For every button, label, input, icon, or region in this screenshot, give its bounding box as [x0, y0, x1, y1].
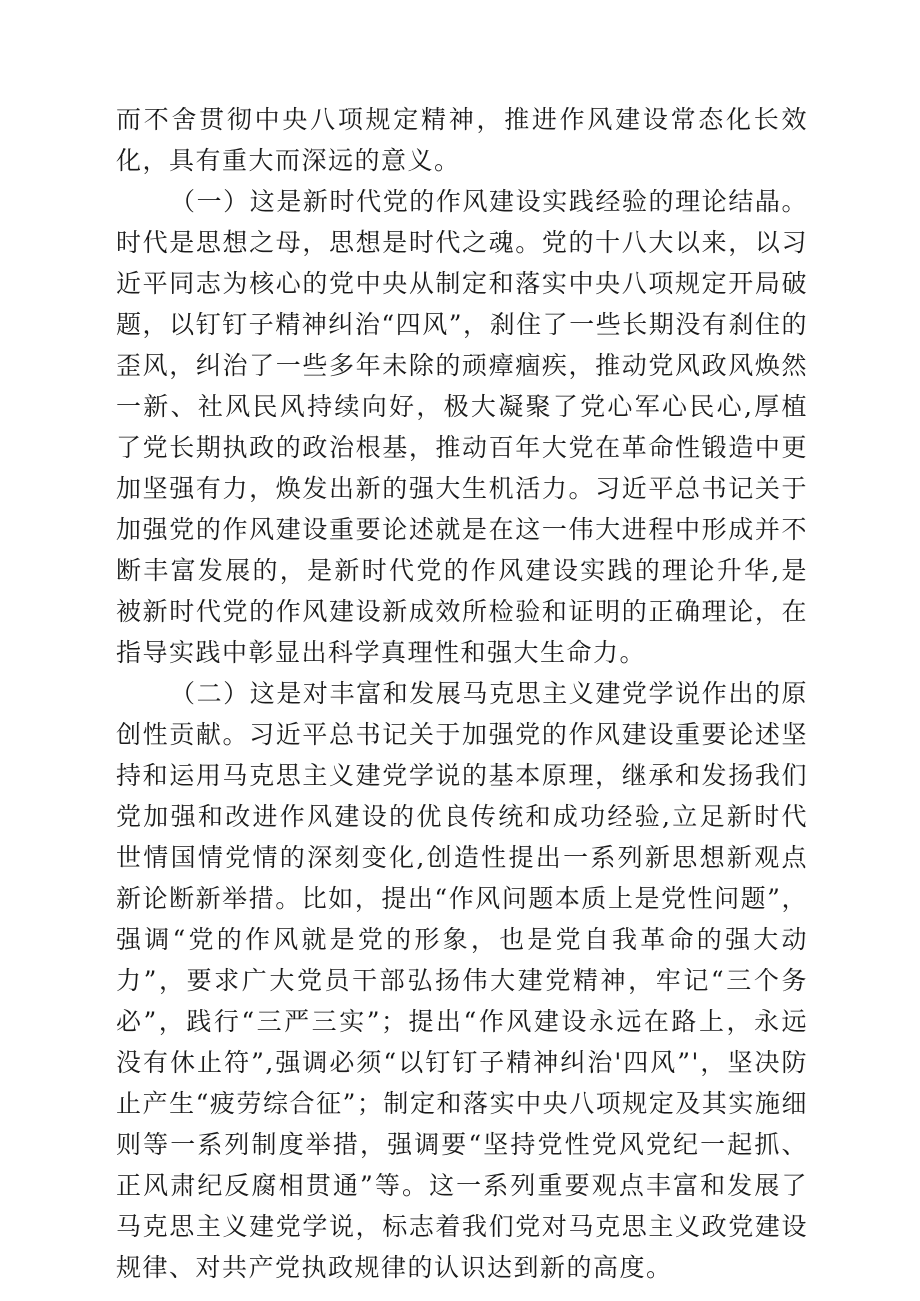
paragraph-section-one: （一）这是新时代党的作风建设实践经验的理论结晶。时代是思想之母，思想是时代之魂。党的十八大以来，以习近平同志为核心的党中央从制定和落实中央八项规定开局破题，以钉钉子精神纠治“四风”，刹住了一些长期没有刹住的歪风，纠治了一些多年未除的顽瘴痼疾，推动党风政风焕然一新、社风民风持续向好，极大凝聚了党心军心民心,厚植了党长期执政的政治根基，推动百年大党在革命性锻造中更加坚强有力，焕发出新的强大生机活力。习近平总书记关于加强党的作风建设重要论述就是在这一伟大进程中形成并不断丰富发展的，是新时代党的作风建设实践的理论升华,是被新时代党的作风建设新成效所检验和证明的正确理论，在指导实践中彰显出科学真理性和强大生命力。: [116, 187, 808, 667]
paragraph-section-two: （二）这是对丰富和发展马克思主义建党学说作出的原创性贡献。习近平总书记关于加强党的作风建设重要论述坚持和运用马克思主义建党学说的基本原理，继承和发扬我们党加强和改进作风建设的优良传统和成功经验,立足新时代世情国情党情的深刻变化,创造性提出一系列新思想新观点新论断新举措。比如，提出“作风问题本质上是党性问题”，强调“党的作风就是党的形象，也是党自我革命的强大动力”，要求广大党员干部弘扬伟大建党精神，牢记“三个务必”，践行“三严三实”；提出“作风建设永远在路上，永远没有休止符”,强调必须“以钉钉子精神纠治'四风”'，坚决防止产生“疲劳综合征”；制定和落实中央八项规定及其实施细则等一系列制度举措，强调要“坚持党性党风党纪一起抓、正风肃纪反腐相贯通”等。这一系列重要观点丰富和发展了马克思主义建党学说，标志着我们党对马克思主义政党建设规律、对共产党执政规律的认识达到新的高度。: [116, 679, 808, 1282]
paragraph-continuation: 而不舍贯彻中央八项规定精神，推进作风建设常态化长效化，具有重大而深远的意义。: [116, 105, 808, 175]
